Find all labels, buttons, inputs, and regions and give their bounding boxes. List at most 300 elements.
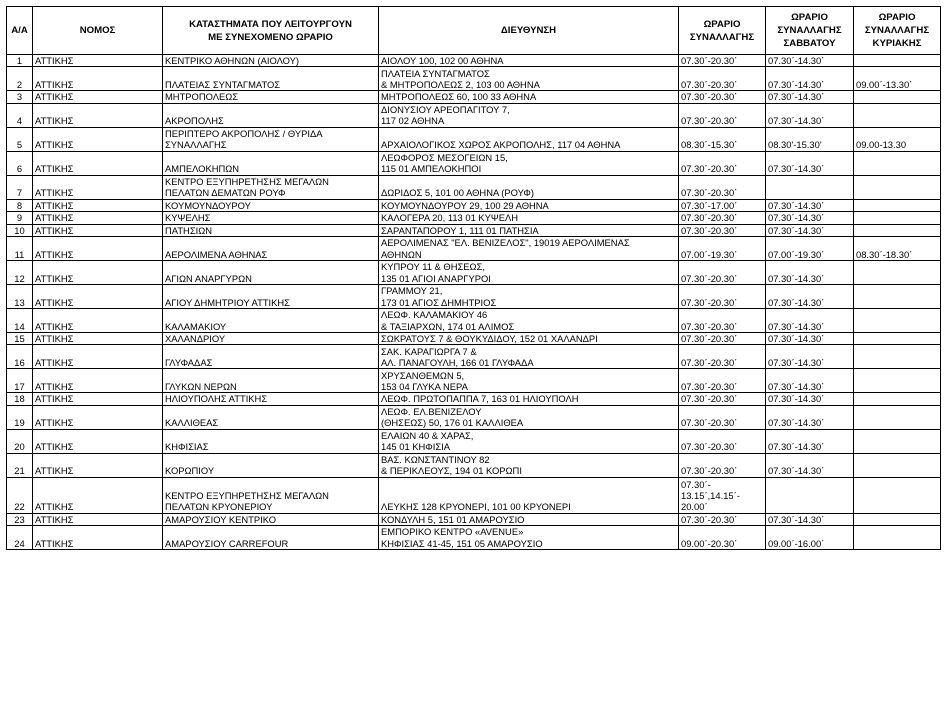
row-number-cell: 9	[7, 212, 33, 224]
weekday-hours-cell	[679, 393, 766, 405]
store-name-line: ΚΥΨΕΛΗΣ	[165, 212, 211, 224]
header-address: ΔΙΕΥΘΥΝΣΗ	[379, 7, 679, 55]
row-number-cell: 11	[7, 237, 33, 261]
saturday-hours-cell: 07.30΄-14.30΄	[766, 199, 854, 211]
address-cell	[379, 237, 679, 261]
table-row	[7, 199, 941, 211]
weekday-hours-cell	[679, 345, 766, 369]
table-row	[7, 429, 941, 453]
address-cell	[379, 453, 679, 477]
address-cell	[379, 67, 679, 91]
store-name-line: ΚΟΡΩΠΙΟΥ	[165, 465, 215, 477]
table-body	[7, 55, 941, 550]
row-number-cell: 24	[7, 526, 33, 550]
store-name-cell	[163, 345, 379, 369]
address-line: & ΜΗΤΡΟΠΟΛΕΩΣ 2, 103 00 ΑΘΗΝΑ	[381, 79, 540, 90]
weekday-hours-line: 07.30΄-	[681, 478, 711, 490]
address-line: ΕΛΑΙΩΝ 40 & ΧΑΡΑΣ,	[381, 430, 474, 442]
weekday-hours-cell	[679, 237, 766, 261]
store-name-cell	[163, 224, 379, 236]
document-page	[6, 6, 941, 550]
saturday-hours-cell: 07.30΄-14.30΄	[766, 91, 854, 103]
weekday-hours-line: 07.30΄-20.30΄	[681, 187, 738, 199]
address-line: ΜΗΤΡΟΠΟΛΕΩΣ 60, 100 33 ΑΘΗΝΑ	[381, 91, 537, 103]
store-name-cell	[163, 175, 379, 199]
nomos-cell: ΑΤΤΙΚΗΣ	[33, 477, 163, 513]
sunday-hours-cell	[854, 513, 941, 525]
sunday-hours-cell	[854, 103, 941, 127]
header-nomos: ΝΟΜΟΣ	[33, 7, 163, 55]
store-name-cell	[163, 429, 379, 453]
nomos-cell: ΑΤΤΙΚΗΣ	[33, 309, 163, 333]
weekday-hours-line: 07.30΄-20.30΄	[681, 417, 738, 429]
saturday-hours-cell	[766, 477, 854, 513]
sunday-hours-cell: 08.30΄-18.30΄	[854, 237, 941, 261]
table-row	[7, 224, 941, 236]
weekday-hours-cell	[679, 513, 766, 525]
address-line: 117 02 ΑΘΗΝΑ	[381, 115, 445, 127]
weekday-hours-line: 13.15΄,14.15΄-	[681, 490, 740, 502]
header-weekday-line: ΣΥΝΑΛΛΑΓΗΣ	[689, 31, 755, 43]
weekday-hours-cell	[679, 477, 766, 513]
weekday-hours-line: 08.30΄-15.30΄	[681, 139, 738, 151]
saturday-hours-cell: 07.30΄-14.30΄	[766, 212, 854, 224]
saturday-hours-cell: 07.30΄-14.30΄	[766, 345, 854, 369]
saturday-hours-cell: 07.30΄-14.30΄	[766, 285, 854, 309]
table-row	[7, 212, 941, 224]
address-cell	[379, 127, 679, 151]
nomos-cell: ΑΤΤΙΚΗΣ	[33, 175, 163, 199]
saturday-hours-cell: 07.30΄-14.30΄	[766, 513, 854, 525]
row-number-cell: 4	[7, 103, 33, 127]
row-number-cell: 6	[7, 151, 33, 175]
store-name-cell	[163, 237, 379, 261]
address-line: ΕΜΠΟΡΙΚΟ ΚΕΝΤΡΟ «AVENUE»	[381, 526, 524, 538]
store-name-cell	[163, 405, 379, 429]
weekday-hours-line: 07.30΄-20.30΄	[681, 465, 738, 477]
address-cell	[379, 103, 679, 127]
weekday-hours-cell	[679, 526, 766, 550]
store-name-line: ΑΚΡΟΠΟΛΗΣ	[165, 115, 224, 127]
nomos-cell: ΑΤΤΙΚΗΣ	[33, 261, 163, 285]
weekday-hours-cell	[679, 224, 766, 236]
store-name-cell	[163, 333, 379, 345]
table-row	[7, 151, 941, 175]
weekday-hours-cell	[679, 175, 766, 199]
sunday-hours-cell	[854, 212, 941, 224]
address-line: ΓΡΑΜΜΟΥ 21,	[381, 285, 443, 297]
address-cell	[379, 224, 679, 236]
address-line: ΣΑΡΑΝΤΑΠΟΡΟΥ 1, 111 01 ΠΑΤΗΣΙΑ	[381, 224, 539, 236]
store-name-cell	[163, 261, 379, 285]
table-row	[7, 261, 941, 285]
row-number-cell: 14	[7, 309, 33, 333]
weekday-hours-cell	[679, 199, 766, 211]
header-store	[163, 7, 379, 55]
store-name-cell	[163, 513, 379, 525]
row-number-cell: 15	[7, 333, 33, 345]
saturday-hours-cell: 07.30΄-14.30΄	[766, 393, 854, 405]
sunday-hours-cell	[854, 309, 941, 333]
address-cell	[379, 333, 679, 345]
store-name-cell	[163, 127, 379, 151]
weekday-hours-cell	[679, 103, 766, 127]
store-name-line: ΠΛΑΤΕΙΑΣ ΣΥΝΤΑΓΜΑΤΟΣ	[165, 79, 281, 90]
nomos-cell: ΑΤΤΙΚΗΣ	[33, 513, 163, 525]
sunday-hours-cell	[854, 345, 941, 369]
nomos-cell: ΑΤΤΙΚΗΣ	[33, 405, 163, 429]
store-name-line: ΠΑΤΗΣΙΩΝ	[165, 224, 213, 236]
address-line: ΚΑΛΟΓΕΡΑ 20, 113 01 ΚΥΨΕΛΗ	[381, 212, 519, 224]
store-name-cell	[163, 309, 379, 333]
sunday-hours-cell	[854, 393, 941, 405]
store-name-line: ΑΜΑΡΟΥΣΙΟΥ ΚΕΝΤΡΙΚΟ	[165, 513, 277, 525]
sunday-hours-cell	[854, 91, 941, 103]
store-name-line: ΚΕΝΤΡΟ ΕΞΥΠΗΡΕΤΗΣΗΣ ΜΕΓΑΛΩΝ	[165, 490, 329, 502]
store-name-cell	[163, 67, 379, 91]
store-name-line: ΜΗΤΡΟΠΟΛΕΩΣ	[165, 91, 239, 103]
address-line: 135 01 ΑΓΙΟΙ ΑΝΑΡΓΥΡΟΙ	[381, 272, 491, 284]
weekday-hours-cell	[679, 127, 766, 151]
header-sunday	[854, 7, 941, 55]
address-line: ΔΩΡΙΔΟΣ 5, 101 00 ΑΘΗΝΑ (ΡΟΥΦ)	[381, 187, 534, 199]
weekday-hours-cell	[679, 55, 766, 67]
weekday-hours-line: 07.30΄-20.30΄	[681, 381, 738, 393]
store-name-cell	[163, 212, 379, 224]
address-line: 145 01 ΚΗΦΙΣΙΑ	[381, 441, 451, 453]
nomos-cell: ΑΤΤΙΚΗΣ	[33, 393, 163, 405]
weekday-hours-line: 07.30΄-20.30΄	[681, 55, 738, 66]
nomos-cell: ΑΤΤΙΚΗΣ	[33, 199, 163, 211]
address-cell	[379, 175, 679, 199]
nomos-cell: ΑΤΤΙΚΗΣ	[33, 333, 163, 345]
nomos-cell: ΑΤΤΙΚΗΣ	[33, 237, 163, 261]
address-line: 173 01 ΑΓΙΟΣ ΔΗΜΗΤΡΙΟΣ	[381, 296, 497, 308]
store-name-line: ΑΜΠΕΛΟΚΗΠΩΝ	[165, 163, 240, 175]
nomos-cell: ΑΤΤΙΚΗΣ	[33, 67, 163, 91]
store-name-line: ΑΕΡΟΛΙΜΕΝΑ ΑΘΗΝΑΣ	[165, 248, 268, 260]
sunday-hours-cell	[854, 151, 941, 175]
address-cell	[379, 477, 679, 513]
store-name-cell	[163, 477, 379, 513]
address-cell	[379, 212, 679, 224]
header-aa: Α/Α	[7, 7, 33, 55]
weekday-hours-cell	[679, 333, 766, 345]
address-cell	[379, 91, 679, 103]
address-line: (ΘΗΣΕΩΣ) 50, 176 01 ΚΑΛΛΙΘΕΑ	[381, 417, 524, 429]
nomos-cell: ΑΤΤΙΚΗΣ	[33, 285, 163, 309]
store-name-cell	[163, 393, 379, 405]
weekday-hours-line: 07.30΄-20.30΄	[681, 163, 738, 175]
sunday-hours-cell	[854, 224, 941, 236]
weekday-hours-line: 07.00΄-19.30΄	[681, 248, 738, 260]
address-cell	[379, 405, 679, 429]
weekday-hours-line: 20.00΄	[681, 501, 708, 513]
header-store-line: ΜΕ ΣΥΝΕΧΟΜΕΝΟ ΩΡΑΡΙΟ	[208, 31, 333, 43]
sunday-hours-cell	[854, 369, 941, 393]
sunday-hours-cell	[854, 333, 941, 345]
saturday-hours-cell: 07.30΄-14.30΄	[766, 224, 854, 236]
saturday-hours-cell: 07.30΄-14.30΄	[766, 453, 854, 477]
address-cell	[379, 151, 679, 175]
store-name-line: ΑΜΑΡΟΥΣΙΟΥ CARREFOUR	[165, 537, 289, 549]
row-number-cell: 16	[7, 345, 33, 369]
weekday-hours-line: 07.30΄-20.30΄	[681, 441, 738, 453]
table-row	[7, 453, 941, 477]
row-number-cell: 5	[7, 127, 33, 151]
address-cell	[379, 513, 679, 525]
row-number-cell: 20	[7, 429, 33, 453]
header-sunday-line: ΚΥΡΙΑΚΗΣ	[872, 38, 922, 49]
store-name-line: ΚΑΛΛΙΘΕΑΣ	[165, 417, 219, 429]
address-line: ΛΕΩΦΟΡΟΣ ΜΕΣΟΓΕΙΩΝ 15,	[381, 152, 508, 163]
sunday-hours-cell	[854, 405, 941, 429]
address-line: ΚΗΦΙΣΙΑΣ 41-45, 151 05 ΑΜΑΡΟΥΣΙΟ	[381, 537, 543, 549]
address-line: 115 01 ΑΜΠΕΛΟΚΗΠΟΙ	[381, 163, 482, 175]
weekday-hours-cell	[679, 261, 766, 285]
saturday-hours-cell: 07.30΄-14.30΄	[766, 261, 854, 285]
store-name-line: ΚΕΝΤΡΙΚΟ ΑΘΗΝΩΝ (ΑΙΟΛΟΥ)	[165, 55, 300, 66]
row-number-cell: 7	[7, 175, 33, 199]
row-number-cell: 17	[7, 369, 33, 393]
nomos-cell: ΑΤΤΙΚΗΣ	[33, 453, 163, 477]
address-cell	[379, 393, 679, 405]
store-name-line: ΚΑΛΑΜΑΚΙΟΥ	[165, 320, 227, 332]
nomos-cell: ΑΤΤΙΚΗΣ	[33, 429, 163, 453]
address-line: ΑΡΧΑΙΟΛΟΓΙΚΟΣ ΧΩΡΟΣ ΑΚΡΟΠΟΛΗΣ, 117 04 ΑΘΗΝΑ	[381, 139, 621, 151]
address-line: ΧΡΥΣΑΝΘΕΜΩΝ 5,	[381, 369, 465, 381]
header-row	[7, 7, 941, 55]
table-row	[7, 55, 941, 67]
address-cell	[379, 369, 679, 393]
saturday-hours-cell: 07.30΄-14.30΄	[766, 67, 854, 91]
row-number-cell: 10	[7, 224, 33, 236]
nomos-cell: ΑΤΤΙΚΗΣ	[33, 526, 163, 550]
address-cell	[379, 345, 679, 369]
table-row	[7, 526, 941, 550]
table-row	[7, 67, 941, 91]
weekday-hours-line: 07.30΄-20.30΄	[681, 115, 738, 127]
store-name-line: ΚΟΥΜΟΥΝΔΟΥΡΟΥ	[165, 199, 251, 211]
saturday-hours-cell: 07.30΄-14.30΄	[766, 151, 854, 175]
table-row	[7, 369, 941, 393]
store-name-line: ΣΥΝΑΛΛΑΓΗΣ	[165, 139, 227, 151]
weekday-hours-line: 07.30΄-20.30΄	[681, 513, 738, 525]
saturday-hours-cell	[766, 175, 854, 199]
row-number-cell: 18	[7, 393, 33, 405]
nomos-cell: ΑΤΤΙΚΗΣ	[33, 91, 163, 103]
weekday-hours-line: 07.30΄-20.30΄	[681, 393, 738, 405]
store-name-line: ΚΗΦΙΣΙΑΣ	[165, 441, 209, 453]
sunday-hours-cell	[854, 453, 941, 477]
weekday-hours-cell	[679, 67, 766, 91]
table-row	[7, 513, 941, 525]
store-hours-table	[6, 6, 941, 550]
weekday-hours-cell	[679, 151, 766, 175]
header-saturday	[766, 7, 854, 55]
saturday-hours-cell: 07.30΄-14.30΄	[766, 405, 854, 429]
address-cell	[379, 309, 679, 333]
saturday-hours-cell: 07.30΄-14.30΄	[766, 429, 854, 453]
store-name-line: ΠΕΡΙΠΤΕΡΟ ΑΚΡΟΠΟΛΗΣ / ΘΥΡΙΔΑ	[165, 128, 323, 139]
address-line: ΛΕΩΦ. ΚΑΛΑΜΑΚΙΟΥ 46	[381, 309, 488, 321]
sunday-hours-cell	[854, 526, 941, 550]
sunday-hours-cell	[854, 477, 941, 513]
store-name-cell	[163, 91, 379, 103]
weekday-hours-line: 07.30΄-20.30΄	[681, 320, 738, 332]
nomos-cell: ΑΤΤΙΚΗΣ	[33, 151, 163, 175]
sunday-hours-cell: 09.00΄-13.30΄	[854, 67, 941, 91]
table-row	[7, 333, 941, 345]
store-name-line: ΓΛΥΦΑΔΑΣ	[165, 357, 213, 369]
address-line: ΑΘΗΝΩΝ	[381, 248, 422, 260]
nomos-cell: ΑΤΤΙΚΗΣ	[33, 55, 163, 67]
address-line: ΛΕΩΦ. ΠΡΩΤΟΠΑΠΠΑ 7, 163 01 ΗΛΙΟΥΠΟΛΗ	[381, 393, 579, 405]
address-cell	[379, 526, 679, 550]
address-line: ΚΥΠΡΟΥ 11 & ΘΗΣΕΩΣ,	[381, 261, 485, 273]
header-weekday	[679, 7, 766, 55]
row-number-cell: 2	[7, 67, 33, 91]
saturday-hours-cell: 08.30'-15.30'	[766, 127, 854, 151]
table-row	[7, 345, 941, 369]
weekday-hours-line: 07.30΄-20.30΄	[681, 296, 738, 308]
weekday-hours-cell	[679, 453, 766, 477]
weekday-hours-line: 07.30΄-20.30΄	[681, 357, 738, 369]
sunday-hours-cell: 09.00-13.30	[854, 127, 941, 151]
sunday-hours-cell	[854, 261, 941, 285]
address-line: ΑΛ. ΠΑΝΑΓΟΥΛΗ, 166 01 ΓΛΥΦΑΔΑ	[381, 357, 534, 369]
address-line: ΠΛΑΤΕΙΑ ΣΥΝΤΑΓΜΑΤΟΣ	[381, 67, 490, 79]
address-line: ΑΕΡΟΛΙΜΕΝΑΣ "ΕΛ. ΒΕΝΙΖΕΛΟΣ", 19019 ΑΕΡΟΛΙΜΕΝΑΣ	[381, 237, 630, 249]
table-row	[7, 405, 941, 429]
weekday-hours-line: 07.30΄-20.30΄	[681, 333, 738, 345]
weekday-hours-cell	[679, 285, 766, 309]
store-name-line: ΑΓΙΟΥ ΔΗΜΗΤΡΙΟΥ ΑΤΤΙΚΗΣ	[165, 296, 290, 308]
weekday-hours-line: 07.30΄-20.30΄	[681, 224, 738, 236]
row-number-cell: 8	[7, 199, 33, 211]
row-number-cell: 19	[7, 405, 33, 429]
store-name-cell	[163, 453, 379, 477]
saturday-hours-cell: 07.30΄-14.30΄	[766, 369, 854, 393]
address-line: & ΤΑΞΙΑΡΧΩΝ, 174 01 ΑΛΙΜΟΣ	[381, 320, 515, 332]
weekday-hours-cell	[679, 309, 766, 333]
address-cell	[379, 55, 679, 67]
row-number-cell: 21	[7, 453, 33, 477]
store-name-cell	[163, 369, 379, 393]
weekday-hours-cell	[679, 429, 766, 453]
sunday-hours-cell	[854, 285, 941, 309]
saturday-hours-cell: 07.00΄-19.30΄	[766, 237, 854, 261]
address-line: & ΠΕΡΙΚΛΕΟΥΣ, 194 01 ΚΟΡΩΠΙ	[381, 465, 522, 477]
store-name-line: ΧΑΛΑΝΔΡΙΟΥ	[165, 333, 226, 345]
saturday-hours-cell: 07.30΄-14.30΄	[766, 309, 854, 333]
address-line: ΛΕΥΚΗΣ 128 ΚΡΥΟΝΕΡΙ, 101 00 ΚΡΥΟΝΕΡΙ	[381, 501, 571, 513]
row-number-cell: 12	[7, 261, 33, 285]
weekday-hours-line: 07.30΄-20.30΄	[681, 91, 738, 103]
nomos-cell: ΑΤΤΙΚΗΣ	[33, 369, 163, 393]
row-number-cell: 23	[7, 513, 33, 525]
header-sunday-line: ΣΥΝΑΛΛΑΓΗΣ	[864, 25, 930, 36]
header-saturday-line: ΣΥΝΑΛΛΑΓΗΣ	[777, 25, 842, 36]
saturday-hours-cell: 07.30΄-14.30΄	[766, 103, 854, 127]
store-name-cell	[163, 526, 379, 550]
nomos-cell: ΑΤΤΙΚΗΣ	[33, 212, 163, 224]
store-name-cell	[163, 285, 379, 309]
header-weekday-line: ΩΡΑΡΙΟ	[703, 18, 741, 30]
store-name-cell	[163, 199, 379, 211]
address-line: ΣΩΚΡΑΤΟΥΣ 7 & ΘΟΥΚΥΔΙΔΟΥ, 152 01 ΧΑΛΑΝΔΡΙ	[381, 333, 598, 345]
table-row	[7, 127, 941, 151]
table-row	[7, 237, 941, 261]
store-name-line: ΚΕΝΤΡΟ ΕΞΥΠΗΡΕΤΗΣΗΣ ΜΕΓΑΛΩΝ	[165, 176, 329, 187]
address-cell	[379, 285, 679, 309]
weekday-hours-line: 07.30΄-20.30΄	[681, 79, 738, 90]
weekday-hours-cell	[679, 91, 766, 103]
address-cell	[379, 261, 679, 285]
store-name-line: ΑΓΙΩΝ ΑΝΑΡΓΥΡΩΝ	[165, 272, 252, 284]
weekday-hours-line: 07.30΄-20.30΄	[681, 212, 738, 224]
header-saturday-line: ΣΑΒΒΑΤΟΥ	[783, 38, 836, 49]
address-line: ΚΟΥΜΟΥΝΔΟΥΡΟΥ 29, 100 29 ΑΘΗΝΑ	[381, 199, 549, 211]
address-line: ΣΑΚ. ΚΑΡΑΓΙΩΡΓΑ 7 &	[381, 345, 477, 357]
table-row	[7, 285, 941, 309]
store-name-line: ΠΕΛΑΤΩΝ ΔΕΜΑΤΩΝ ΡΟΥΦ	[165, 187, 286, 199]
address-cell	[379, 429, 679, 453]
weekday-hours-line: 09.00΄-20.30΄	[681, 537, 738, 549]
sunday-hours-cell	[854, 55, 941, 67]
weekday-hours-cell	[679, 369, 766, 393]
table-row	[7, 175, 941, 199]
nomos-cell: ΑΤΤΙΚΗΣ	[33, 224, 163, 236]
weekday-hours-line: 07.30΄-17.00΄	[681, 199, 738, 211]
address-line: ΚΟΝΔΥΛΗ 5, 151 01 ΑΜΑΡΟΥΣΙΟ	[381, 513, 525, 525]
row-number-cell: 1	[7, 55, 33, 67]
row-number-cell: 22	[7, 477, 33, 513]
store-name-line: ΓΛΥΚΩΝ ΝΕΡΩΝ	[165, 381, 237, 393]
address-line: ΑΙΟΛΟΥ 100, 102 00 ΑΘΗΝΑ	[381, 55, 504, 66]
saturday-hours-cell: 07.30΄-14.30΄	[766, 333, 854, 345]
weekday-hours-cell	[679, 212, 766, 224]
table-row	[7, 91, 941, 103]
header-saturday-line: ΩΡΑΡΙΟ	[791, 12, 828, 23]
sunday-hours-cell	[854, 429, 941, 453]
weekday-hours-cell	[679, 405, 766, 429]
store-name-line: ΗΛΙΟΥΠΟΛΗΣ ΑΤΤΙΚΗΣ	[165, 393, 268, 405]
sunday-hours-cell	[854, 199, 941, 211]
nomos-cell: ΑΤΤΙΚΗΣ	[33, 103, 163, 127]
table-row	[7, 103, 941, 127]
header-sunday-line: ΩΡΑΡΙΟ	[878, 12, 916, 23]
sunday-hours-cell	[854, 175, 941, 199]
address-line: ΛΕΩΦ. ΕΛ.ΒΕΝΙΖΕΛΟΥ	[381, 406, 482, 418]
store-name-cell	[163, 55, 379, 67]
store-name-line: ΠΕΛΑΤΩΝ ΚΡΥΟΝΕΡΙΟΥ	[165, 501, 273, 513]
nomos-cell: ΑΤΤΙΚΗΣ	[33, 345, 163, 369]
address-line: 153 04 ΓΛΥΚΑ ΝΕΡΑ	[381, 381, 468, 393]
header-store-line: ΚΑΤΑΣΤΗΜΑΤΑ ΠΟΥ ΛΕΙΤΟΥΡΓΟΥΝ	[189, 18, 352, 30]
row-number-cell: 13	[7, 285, 33, 309]
nomos-cell: ΑΤΤΙΚΗΣ	[33, 127, 163, 151]
table-row	[7, 309, 941, 333]
store-name-cell	[163, 103, 379, 127]
address-line: ΔΙΟΝΥΣΙΟΥ ΑΡΕΟΠΑΓΙΤΟΥ 7,	[381, 104, 510, 115]
table-row	[7, 393, 941, 405]
row-number-cell: 3	[7, 91, 33, 103]
saturday-hours-cell: 07.30΄-14.30΄	[766, 55, 854, 67]
saturday-hours-cell: 09.00΄-16.00΄	[766, 526, 854, 550]
address-cell	[379, 199, 679, 211]
weekday-hours-line: 07.30΄-20.30΄	[681, 272, 738, 284]
